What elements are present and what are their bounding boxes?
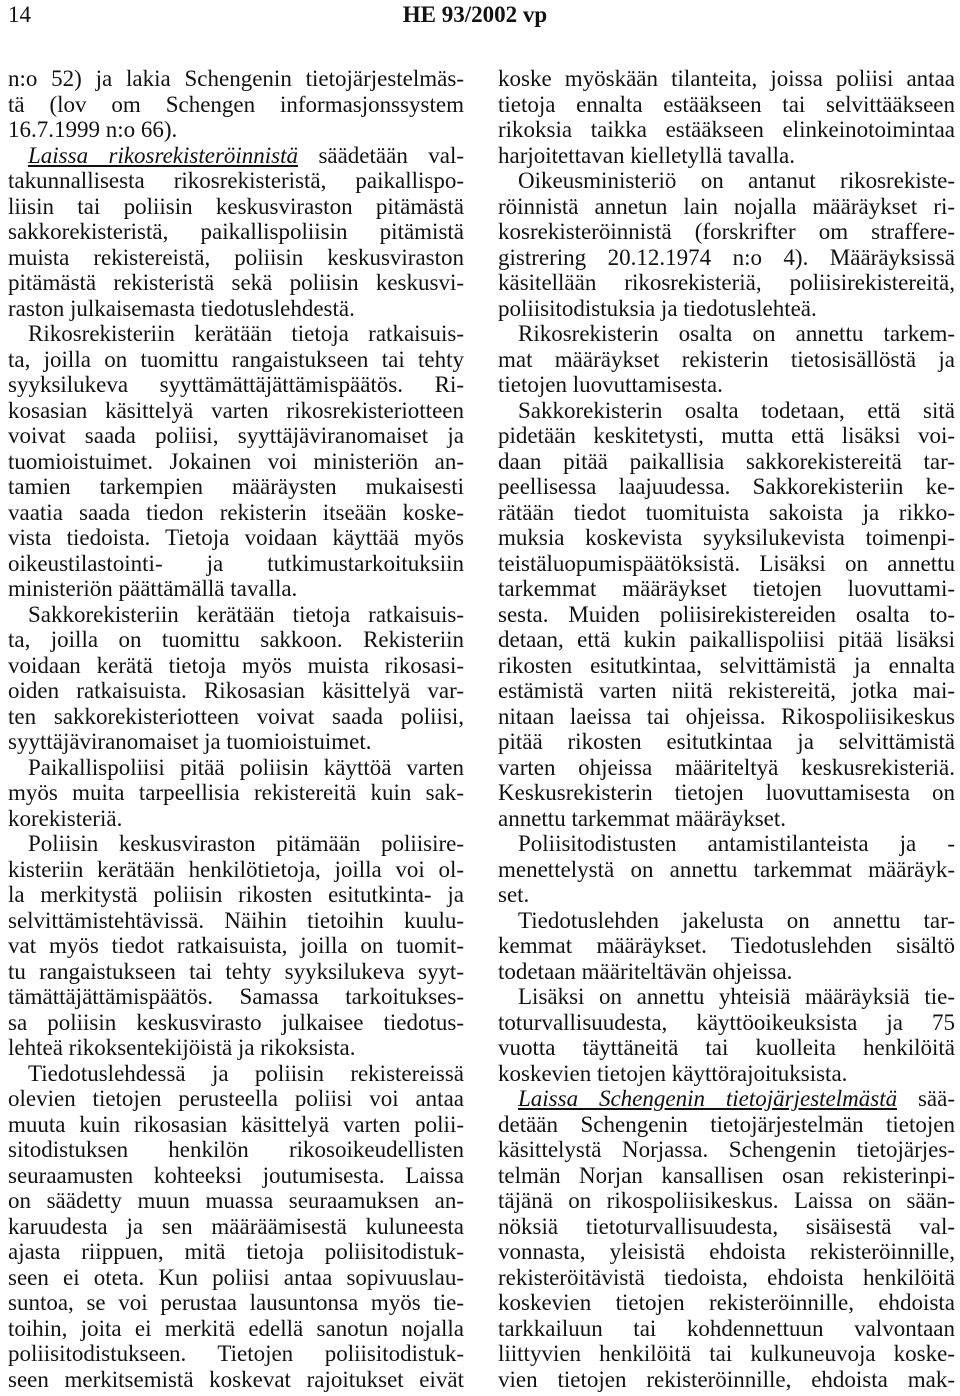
text-line: teistäluopumispäätöksistä. Lisäksi on annettu xyxy=(498,550,955,576)
text-line: suntoa, se voi perustaa lausuntonsa myös tie- xyxy=(8,1290,464,1315)
text-line: Sakkorekisterin osalta todetaan, että sitä xyxy=(518,397,955,423)
text-line: tä (lov om Schengen informasjonssystem xyxy=(8,91,464,117)
paragraph xyxy=(8,755,464,832)
paragraph xyxy=(8,143,464,322)
text-line: oikeustilastointi- ja tutkimustarkoituksiin xyxy=(8,550,464,576)
text-line: sesta. Muiden poliisirekistereiden osalta to- xyxy=(498,601,955,627)
text-line: peellisessa laajuudessa. Sakkorekisteriin ke- xyxy=(498,474,955,499)
text-line: karuudesta ja sen määräämisestä kuluneesta xyxy=(8,1213,464,1239)
text-line: Tiedotuslehden jakelusta on annettu tar- xyxy=(518,907,955,933)
text-line: Poliisitodistusten antamistilanteista ja - xyxy=(518,831,955,856)
text-line: oiden ratkaisuista. Rikosasian käsittelyä var- xyxy=(8,678,464,703)
paragraph xyxy=(8,66,464,143)
text-line: rekisteröitävistä tiedoista, ehdoista henkilöitä xyxy=(498,1264,955,1290)
text-line: sakkorekisteristä, paikallispoliisin pitämistä xyxy=(8,219,464,244)
text-line: la merkitystä poliisin rikosten esitutkinta- ja xyxy=(8,882,464,907)
text-line: detään Schengenin tietojärjestelmän tietojen xyxy=(498,1111,955,1137)
text-line: myös muita tarpeellisia rekistereitä kuin sak- xyxy=(8,780,464,805)
paragraph xyxy=(498,321,955,398)
paragraph xyxy=(8,1061,464,1393)
text-line: toturvallisuudesta, käyttöoikeuksista ja 75 xyxy=(498,1009,955,1035)
text-line: tuomioistuimet. Jokainen voi ministeriön an- xyxy=(8,448,464,474)
text-line: syyksilukeva syyttämättäjättämispäätös. Ri- xyxy=(8,372,464,397)
text-line: on säädetty muun muassa seuraamuksen an- xyxy=(8,1188,464,1213)
text-line: ajasta riippuen, mitä tietoja poliisitodistuk- xyxy=(8,1239,464,1264)
text-line: seuraamusten kohteeksi joutumisesta. Laissa xyxy=(8,1162,464,1188)
text-line: todetaan määriteltävän ohjeissa. xyxy=(498,958,793,984)
text-line: käsitellään rikosrekisteriä, poliisirekistereitä, xyxy=(498,270,955,295)
text-line: poliisitodistuksia ja tiedotuslehteä. xyxy=(498,295,817,321)
text-line: syyttäjäviranomaiset ja tuomioistuimet. xyxy=(8,729,372,754)
text-line: ministeriön päättämällä tavalla. xyxy=(8,576,298,601)
text-line: seen ei oteta. Kun poliisi antaa sopivuuslau- xyxy=(8,1264,464,1290)
text-line: muksia koskevista syyksilukevista toimenpi- xyxy=(498,525,955,550)
text-line: ten sakkorekisteriotteen voivat saada poliisi, xyxy=(8,703,464,729)
text-line: koskevien tietojen käyttörajoituksista. xyxy=(498,1060,848,1086)
paragraph xyxy=(8,602,464,755)
text-line: käsittelystä Norjassa. Schengenin tietojärjes- xyxy=(498,1137,955,1162)
paragraph xyxy=(498,168,955,321)
text-line: ta, joilla on tuomittu sakkoon. Rekisteriin xyxy=(8,627,464,652)
text-line: pidetään keskitetysti, mutta että lisäksi voi- xyxy=(498,423,955,448)
text-line: sitodistuksen henkilön rikosoikeudellisten xyxy=(8,1137,464,1162)
text-line: voidaan kerätä tietoja myös muista rikosasi- xyxy=(8,652,464,678)
text-line: olevien tietojen perusteella poliisi voi antaa xyxy=(8,1086,464,1111)
text-line: lehteä rikoksentekijöistä ja rikoksista. xyxy=(8,1035,356,1060)
text-line: tämättäjättämispäätös. Samassa tarkoitukses- xyxy=(8,984,464,1009)
paragraph xyxy=(498,908,955,985)
text-line: estämistä varten niitä rekistereitä, jotka mai- xyxy=(498,678,955,703)
paragraph xyxy=(8,321,464,602)
text-line: n:o 52) ja lakia Schengenin tietojärjestelmäs- xyxy=(8,66,464,91)
text-column-right xyxy=(498,66,955,1392)
text-line: toihin, joita ei merkitä edellä sanotun nojalla xyxy=(8,1315,464,1341)
text-line: harjoitettavan kielletyllä tavalla. xyxy=(498,142,795,168)
text-line: röinnistä annetun lain nojalla määräykset ri- xyxy=(498,193,955,219)
paragraph xyxy=(498,66,955,168)
text-line: pitää rikosten esitutkintaa ja selvittämistä xyxy=(498,729,955,754)
text-line: korekisteriä. xyxy=(8,805,123,831)
text-line: vaatia saada tiedon rekisterin itseään koske- xyxy=(8,499,464,525)
paragraph xyxy=(498,984,955,1086)
text-line: muista rekistereistä, poliisin keskusviraston xyxy=(8,244,464,270)
text-line: voivat saada poliisi, syyttäjäviranomaiset ja xyxy=(8,423,464,448)
text-line: vien tietojen rekisteröinnille, ehdoista mak- xyxy=(498,1366,955,1392)
text-column-left xyxy=(8,66,464,1392)
text-line: tamien tarkempien määräysten mukaisesti xyxy=(8,474,464,499)
text-line: ta, joilla on tuomittu rangaistukseen tai tehty xyxy=(8,346,464,372)
text-line: tarkemmat määräykset tietojen luovuttami- xyxy=(498,576,955,601)
paragraph xyxy=(498,398,955,832)
text-line: Oikeusministeriö on antanut rikosrekiste- xyxy=(518,168,955,193)
text-line: selvittämistehtävissä. Näihin tietoihin kuulu- xyxy=(8,907,464,933)
text-line: täjänä on rikospoliisikeskus. Laissa on sään- xyxy=(498,1188,955,1213)
text-line: Keskusrekisterin tietojen luovuttamisesta on xyxy=(498,780,955,805)
text-line: Rikosrekisterin osalta on annettu tarkem- xyxy=(518,321,955,346)
text-line: telmän Norjan kansallisen osan rekisterinpi- xyxy=(498,1162,955,1188)
text-line: sa poliisin keskusvirasto julkaisee tiedotus- xyxy=(8,1009,464,1035)
text-line: tu rangaistukseen tai tehty syyksilukeva syyt- xyxy=(8,958,464,984)
text-line: Lisäksi on annettu yhteisiä määräyksiä tie- xyxy=(518,984,955,1009)
text-line: gistrering 20.12.1974 n:o 4). Määräyksissä xyxy=(498,244,955,270)
page-number: 14 xyxy=(8,2,31,27)
text-line: Tiedotuslehdessä ja poliisin rekistereissä xyxy=(28,1060,464,1086)
text-line: vista tiedoista. Tietoja voidaan käyttää myös xyxy=(8,525,464,550)
text-line: raston julkaisemasta tiedotuslehdestä. xyxy=(8,295,355,321)
text-line: Sakkorekisteriin kerätään tietoja ratkaisuis- xyxy=(28,601,464,627)
text-line: kemmat määräykset. Tiedotuslehden sisältö xyxy=(498,933,955,958)
text-line: kosrekisteröinnistä (forskrifter om straffere- xyxy=(498,219,955,244)
text-line: vat myös tiedot ratkaisuista, joilla on tuomit- xyxy=(8,933,464,958)
text-line: seen merkitsemistä koskevat rajoitukset eivät xyxy=(8,1366,464,1392)
text-line: mat määräykset rekisterin tietosisällöstä ja xyxy=(498,346,955,372)
text-line: Rikosrekisteriin kerätään tietoja ratkaisuis- xyxy=(28,321,464,346)
text-line: annettu tarkemmat määräykset. xyxy=(498,805,787,831)
text-line: pitämästä rekisteristä sekä poliisin keskusvi- xyxy=(8,270,464,295)
paragraph xyxy=(498,1086,955,1392)
text-line: tarkkailuun tai kohdennettuun valvontaan xyxy=(498,1315,955,1341)
text-line: tietoja ennalta estääkseen tai selvittääkseen xyxy=(498,91,955,117)
law-title-emphasis: Laissa rikosrekisteröinnistä xyxy=(28,142,299,168)
text-line: menettelystä on annettu tarkemmat määräyk- xyxy=(498,856,955,882)
text-line: takunnallisesta rikosrekisteristä, paikallispo- xyxy=(8,168,464,193)
text-segment: sää- xyxy=(897,1086,955,1111)
text-line: koskevien tietojen rekisteröinnille, ehdoista xyxy=(498,1290,955,1315)
text-line: poliisitodistukseen. Tietojen poliisitodistuk- xyxy=(8,1341,464,1366)
text-line: muuta kuin rikosasian käsittelyä varten polii- xyxy=(8,1111,464,1137)
text-line: varten ohjeissa määriteltyä keskusrekisteriä. xyxy=(498,754,955,780)
text-line: nöksiä tietoturvallisuudesta, sisäisestä val- xyxy=(498,1213,955,1239)
paragraph xyxy=(8,831,464,1061)
text-line: liittyvien henkilöitä tai kulkuneuvoja koske- xyxy=(498,1341,955,1366)
text-line: kisteriin kerätään henkilötietoja, joilla voi ol- xyxy=(8,856,464,882)
text-line: koske myöskään tilanteita, joissa poliisi antaa xyxy=(498,66,955,91)
text-line: vonnasta, yleisistä ehdoista rekisteröinnille, xyxy=(498,1239,955,1264)
text-line: rikoksia taikka estääkseen elinkeinotoimintaa xyxy=(498,117,955,142)
text-line: 16.7.1999 n:o 66). xyxy=(8,117,178,142)
law-title-emphasis: Laissa Schengenin tietojärjestelmästä xyxy=(518,1086,898,1111)
document-identifier: HE 93/2002 vp xyxy=(402,2,548,27)
text-line: kosasian käsittelyä varten rikosrekisteriotteen xyxy=(8,397,464,423)
text-line: rikosten esitutkintaa, selvittämistä ja ennalta xyxy=(498,652,955,678)
text-line: Poliisin keskusviraston pitämään poliisire- xyxy=(28,831,464,856)
page-header xyxy=(0,0,960,34)
text-line xyxy=(8,143,464,169)
paragraph xyxy=(498,831,955,908)
text-line: detaan, että kukin paikallispoliisi pitää lisäksi xyxy=(498,627,955,652)
text-line: liisin tai poliisin keskusviraston pitämästä xyxy=(8,193,464,219)
text-line: nitaan laeissa tai ohjeissa. Rikospoliisikeskus xyxy=(498,703,955,729)
text-line: tietojen luovuttamisesta. xyxy=(498,372,723,397)
text-segment: säädetään val- xyxy=(298,142,464,168)
text-line: rätään tiedot tuomituista sakoista ja rikko- xyxy=(498,499,955,525)
text-line: Paikallispoliisi pitää poliisin käyttöä varten xyxy=(28,754,464,780)
text-line: vuotta täyttäneitä tai kuolleita henkilöitä xyxy=(498,1035,955,1060)
text-line: set. xyxy=(498,882,530,907)
text-line: daan pitää paikallisia sakkorekistereitä tar- xyxy=(498,448,955,474)
text-line xyxy=(498,1086,955,1112)
